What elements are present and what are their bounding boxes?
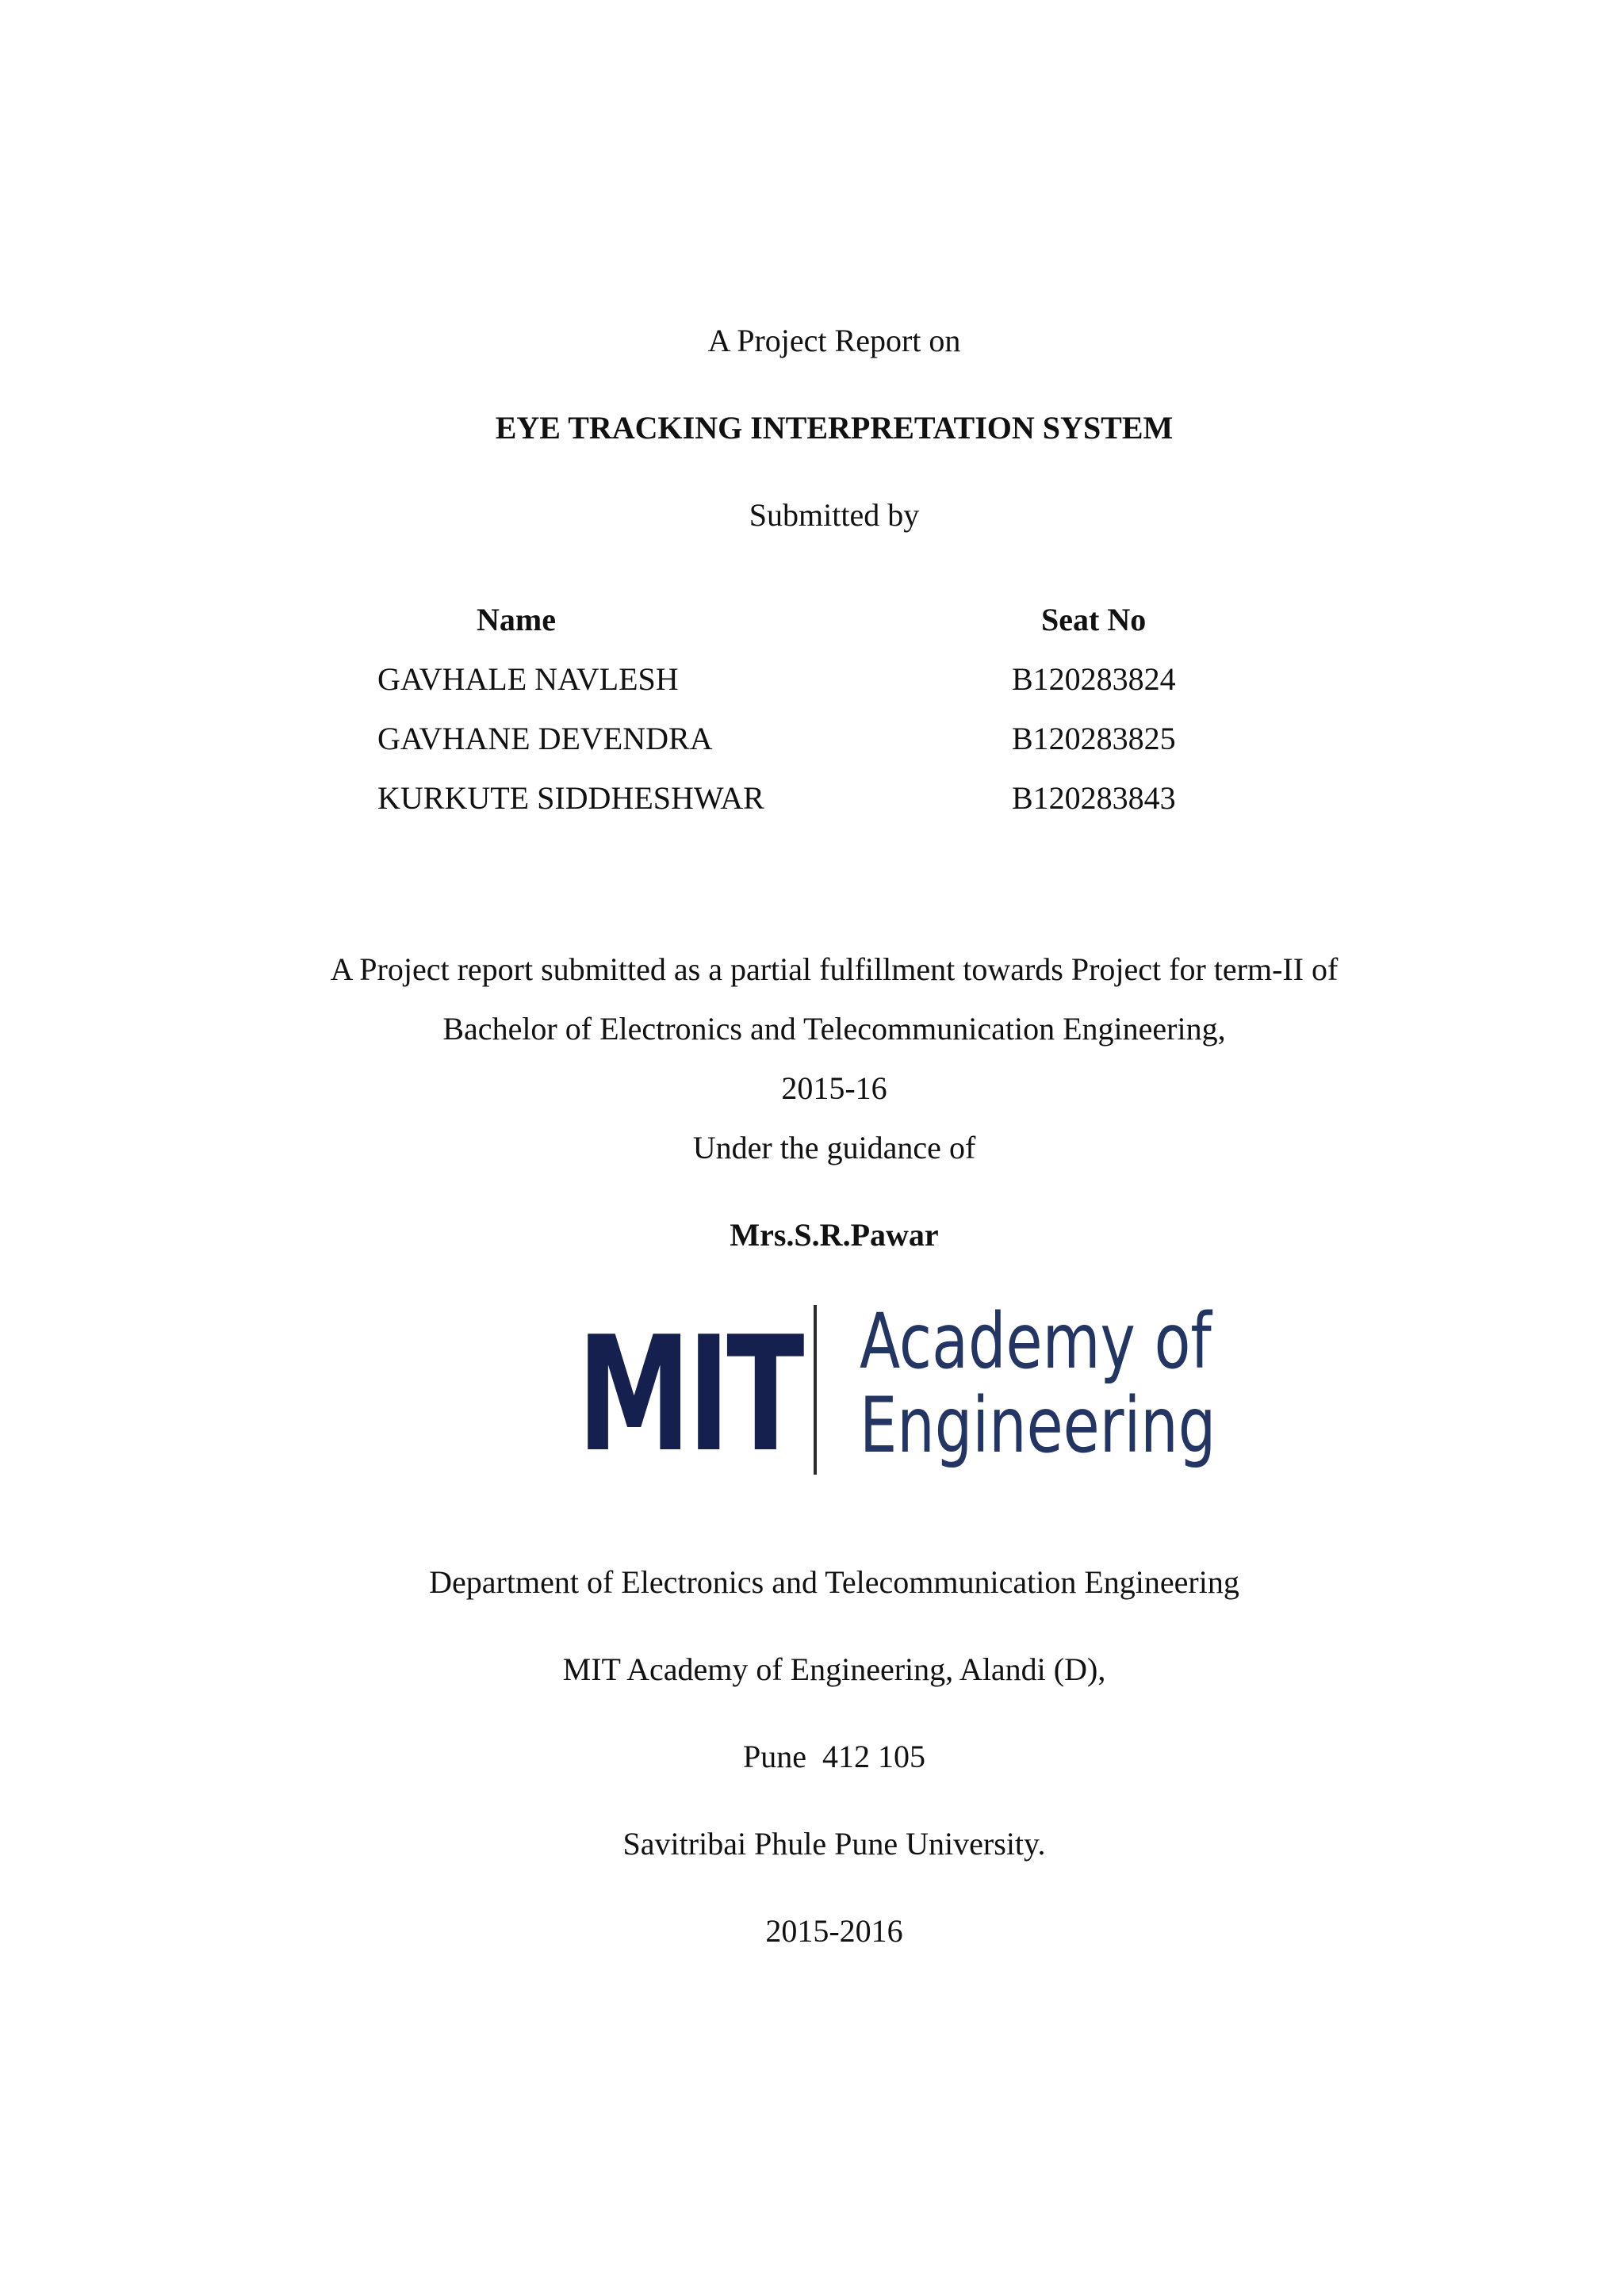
degree-statement: Bachelor of Electronics and Telecommunication Engineering, [442,1011,1226,1047]
student-name: GAVHALE NAVLESH [377,661,679,697]
seat-number: B120283824 [1012,661,1176,697]
student-name: GAVHANE DEVENDRA [377,721,713,756]
mit-academy-logo [577,1297,1216,1490]
name-column-header: Name [477,602,556,637]
student-name: KURKUTE SIDDHESHWAR [377,780,764,816]
academic-year: 2015-16 [781,1070,887,1106]
seat-number: B120283843 [1012,780,1176,816]
guidance-label: Under the guidance of [692,1130,976,1165]
seat-number: B120283825 [1012,721,1176,756]
footer-year: 2015-2016 [765,1913,903,1949]
logo-text-line1: Academy of [860,1297,1212,1386]
university-name: Savitribai Phule Pune University. [622,1826,1046,1862]
seat-no-column-header: Seat No [1041,602,1147,637]
logo-mark: MIT [577,1303,802,1487]
fulfillment-statement: A Project report submitted as a partial fulfillment towards Project for term-II of [330,951,1339,987]
department-name: Department of Electronics and Telecommunication Engineering [429,1564,1239,1600]
guide-name: Mrs.S.R.Pawar [730,1217,939,1253]
logo-divider [814,1305,817,1475]
institute-address: MIT Academy of Engineering, Alandi (D), [562,1651,1106,1687]
report-intro: A Project Report on [707,323,961,358]
city-pincode: Pune 412 105 [743,1739,925,1774]
report-title: EYE TRACKING INTERPRETATION SYSTEM [495,410,1174,446]
logo-text-line2: Engineering [860,1381,1216,1470]
submitted-by-label: Submitted by [749,497,920,533]
